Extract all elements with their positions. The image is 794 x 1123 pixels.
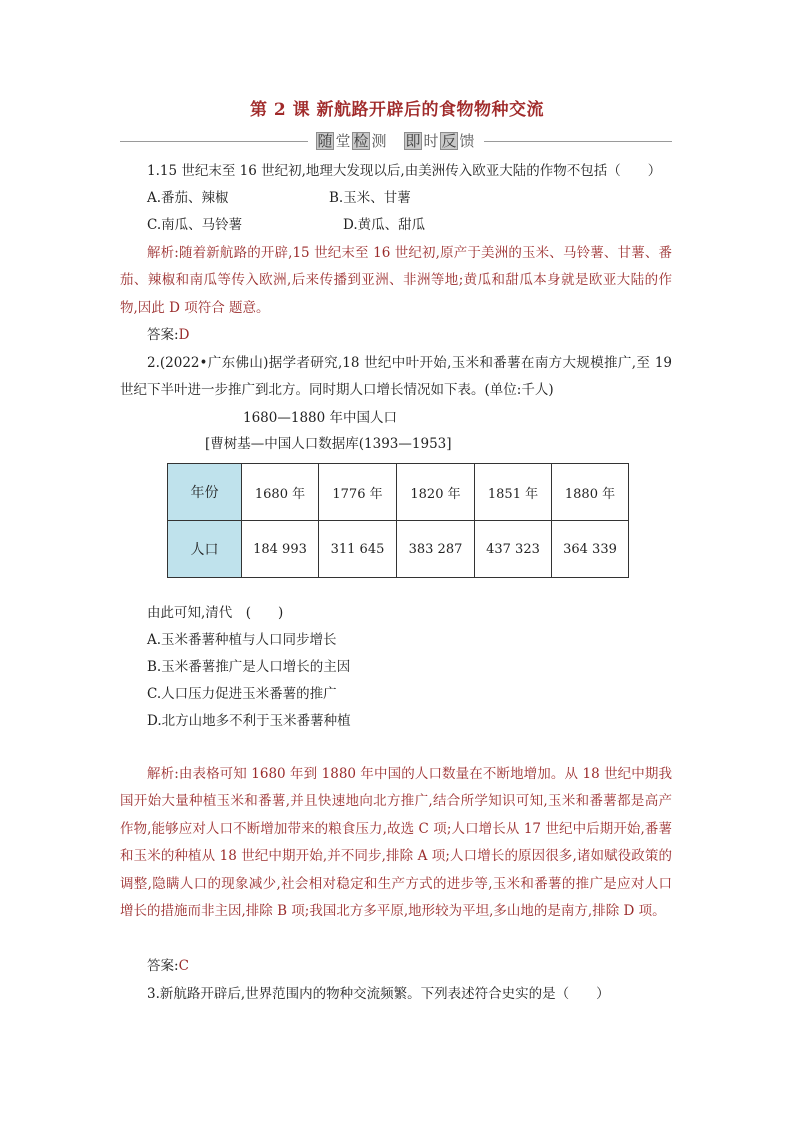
population-table <box>167 463 629 578</box>
table-title: 1680—1880 年中国人口 <box>243 410 398 426</box>
table-cell: 1851 年 <box>475 464 552 521</box>
banner-char: 即 <box>405 132 421 150</box>
q1-option-d: D.黄瓜、甜瓜 <box>343 217 426 233</box>
banner-char: 测 <box>371 132 387 150</box>
table-cell: 437 323 <box>475 521 552 578</box>
banner-word-practice <box>316 132 388 150</box>
table-header-row <box>168 464 629 521</box>
banner-char: 堂 <box>335 132 351 150</box>
lesson-title: 第 2 课 新航路开辟后的食物物种交流 <box>249 100 545 120</box>
q2-option-b: B.玉米番薯推广是人口增长的主因 <box>147 659 351 675</box>
table-cell: 383 287 <box>397 521 475 578</box>
table-row <box>168 521 629 578</box>
table-cell: 1820 年 <box>397 464 475 521</box>
q2-option-d: D.北方山地多不利于玉米番薯种植 <box>147 713 351 729</box>
q3-stem: 3.新航路开辟后,世界范围内的物种交流频繁。下列表述符合史实的是（ ） <box>147 986 610 1002</box>
table-cell: 1776 年 <box>319 464 397 521</box>
answer-value: D <box>178 327 190 343</box>
section-banner <box>120 131 672 151</box>
table-cell: 364 339 <box>552 521 629 578</box>
q1-stem: 1.15 世纪末至 16 世纪初,地理大发现以后,由美洲传入欧亚大陆的作物不包括（ ） <box>147 163 662 179</box>
table-cell-population-label: 人口 <box>168 521 242 578</box>
q1-analysis: 解析:随着新航路的开辟,15 世纪末至 16 世纪初,原产于美洲的玉米、马铃薯、甘薯、番茄、辣椒和南瓜等传入欧洲,后来传播到亚洲、非洲等地;黄瓜和甜瓜本身就是欧亚大陆的作物,因此 D 项符合 题意。 <box>120 245 672 316</box>
banner-char: 馈 <box>459 132 475 150</box>
table-source: [曹树基—中国人口数据库(1393—1953] <box>205 436 452 452</box>
table-cell: 1680 年 <box>242 464 319 521</box>
banner-char: 随 <box>317 132 333 150</box>
q1-option-a: A.番茄、辣椒 <box>147 190 229 206</box>
banner-right-rule <box>484 141 672 142</box>
q2-stem: 2.(2022•广东佛山)据学者研究,18 世纪中叶开始,玉米和番薯在南方大规模推广,至 19 世纪下半叶进一步推广到北方。同时期人口增长情况如下表。(单位:千人) <box>120 355 672 399</box>
answer-label: 答案: <box>147 958 179 974</box>
q2-analysis: 解析:由表格可知 1680 年到 1880 年中国的人口数量在不断地增加。从 18 世纪中期我国开始大量种植玉米和番薯,并且快速地向北方推广,结合所学知识可知,玉米和番薯都是高产作物,能够应对人口不断增加带来的粮食压力,故选 C 项;人口增长从 17 世纪中后期开始,番薯和玉米的种植从 18 世纪中期开始,并不同步,排除 A 项;人口增长的原因很多,诸如赋役政策的调整,隐瞒人口的现象减少,社会相对稳定和生产方式的进步等,玉米和番薯的推广是应对人口增长的措施而非主因,排除 B 项;我国北方多平原,地形较为平坦,多山地的是南方,排除 D 项。 <box>120 766 672 920</box>
q1-answer <box>147 322 189 349</box>
q1-option-b: B.玉米、甘薯 <box>329 190 411 206</box>
banner-left-rule <box>120 141 308 142</box>
q2-option-a: A.玉米番薯种植与人口同步增长 <box>147 632 337 648</box>
table-cell: 311 645 <box>319 521 397 578</box>
banner-char: 时 <box>423 132 439 150</box>
table-cell-year-label: 年份 <box>168 464 242 521</box>
q2-answer <box>147 953 189 980</box>
banner-char: 检 <box>353 132 369 150</box>
banner-word-feedback <box>404 132 476 150</box>
banner-char: 反 <box>441 132 457 150</box>
answer-label: 答案: <box>147 327 179 343</box>
answer-value: C <box>178 958 189 974</box>
q2-option-c: C.人口压力促进玉米番薯的推广 <box>147 686 337 702</box>
table-cell: 184 993 <box>242 521 319 578</box>
q2-prompt: 由此可知,清代 ( ) <box>147 605 284 621</box>
table-cell: 1880 年 <box>552 464 629 521</box>
q1-option-c: C.南瓜、马铃薯 <box>147 217 243 233</box>
